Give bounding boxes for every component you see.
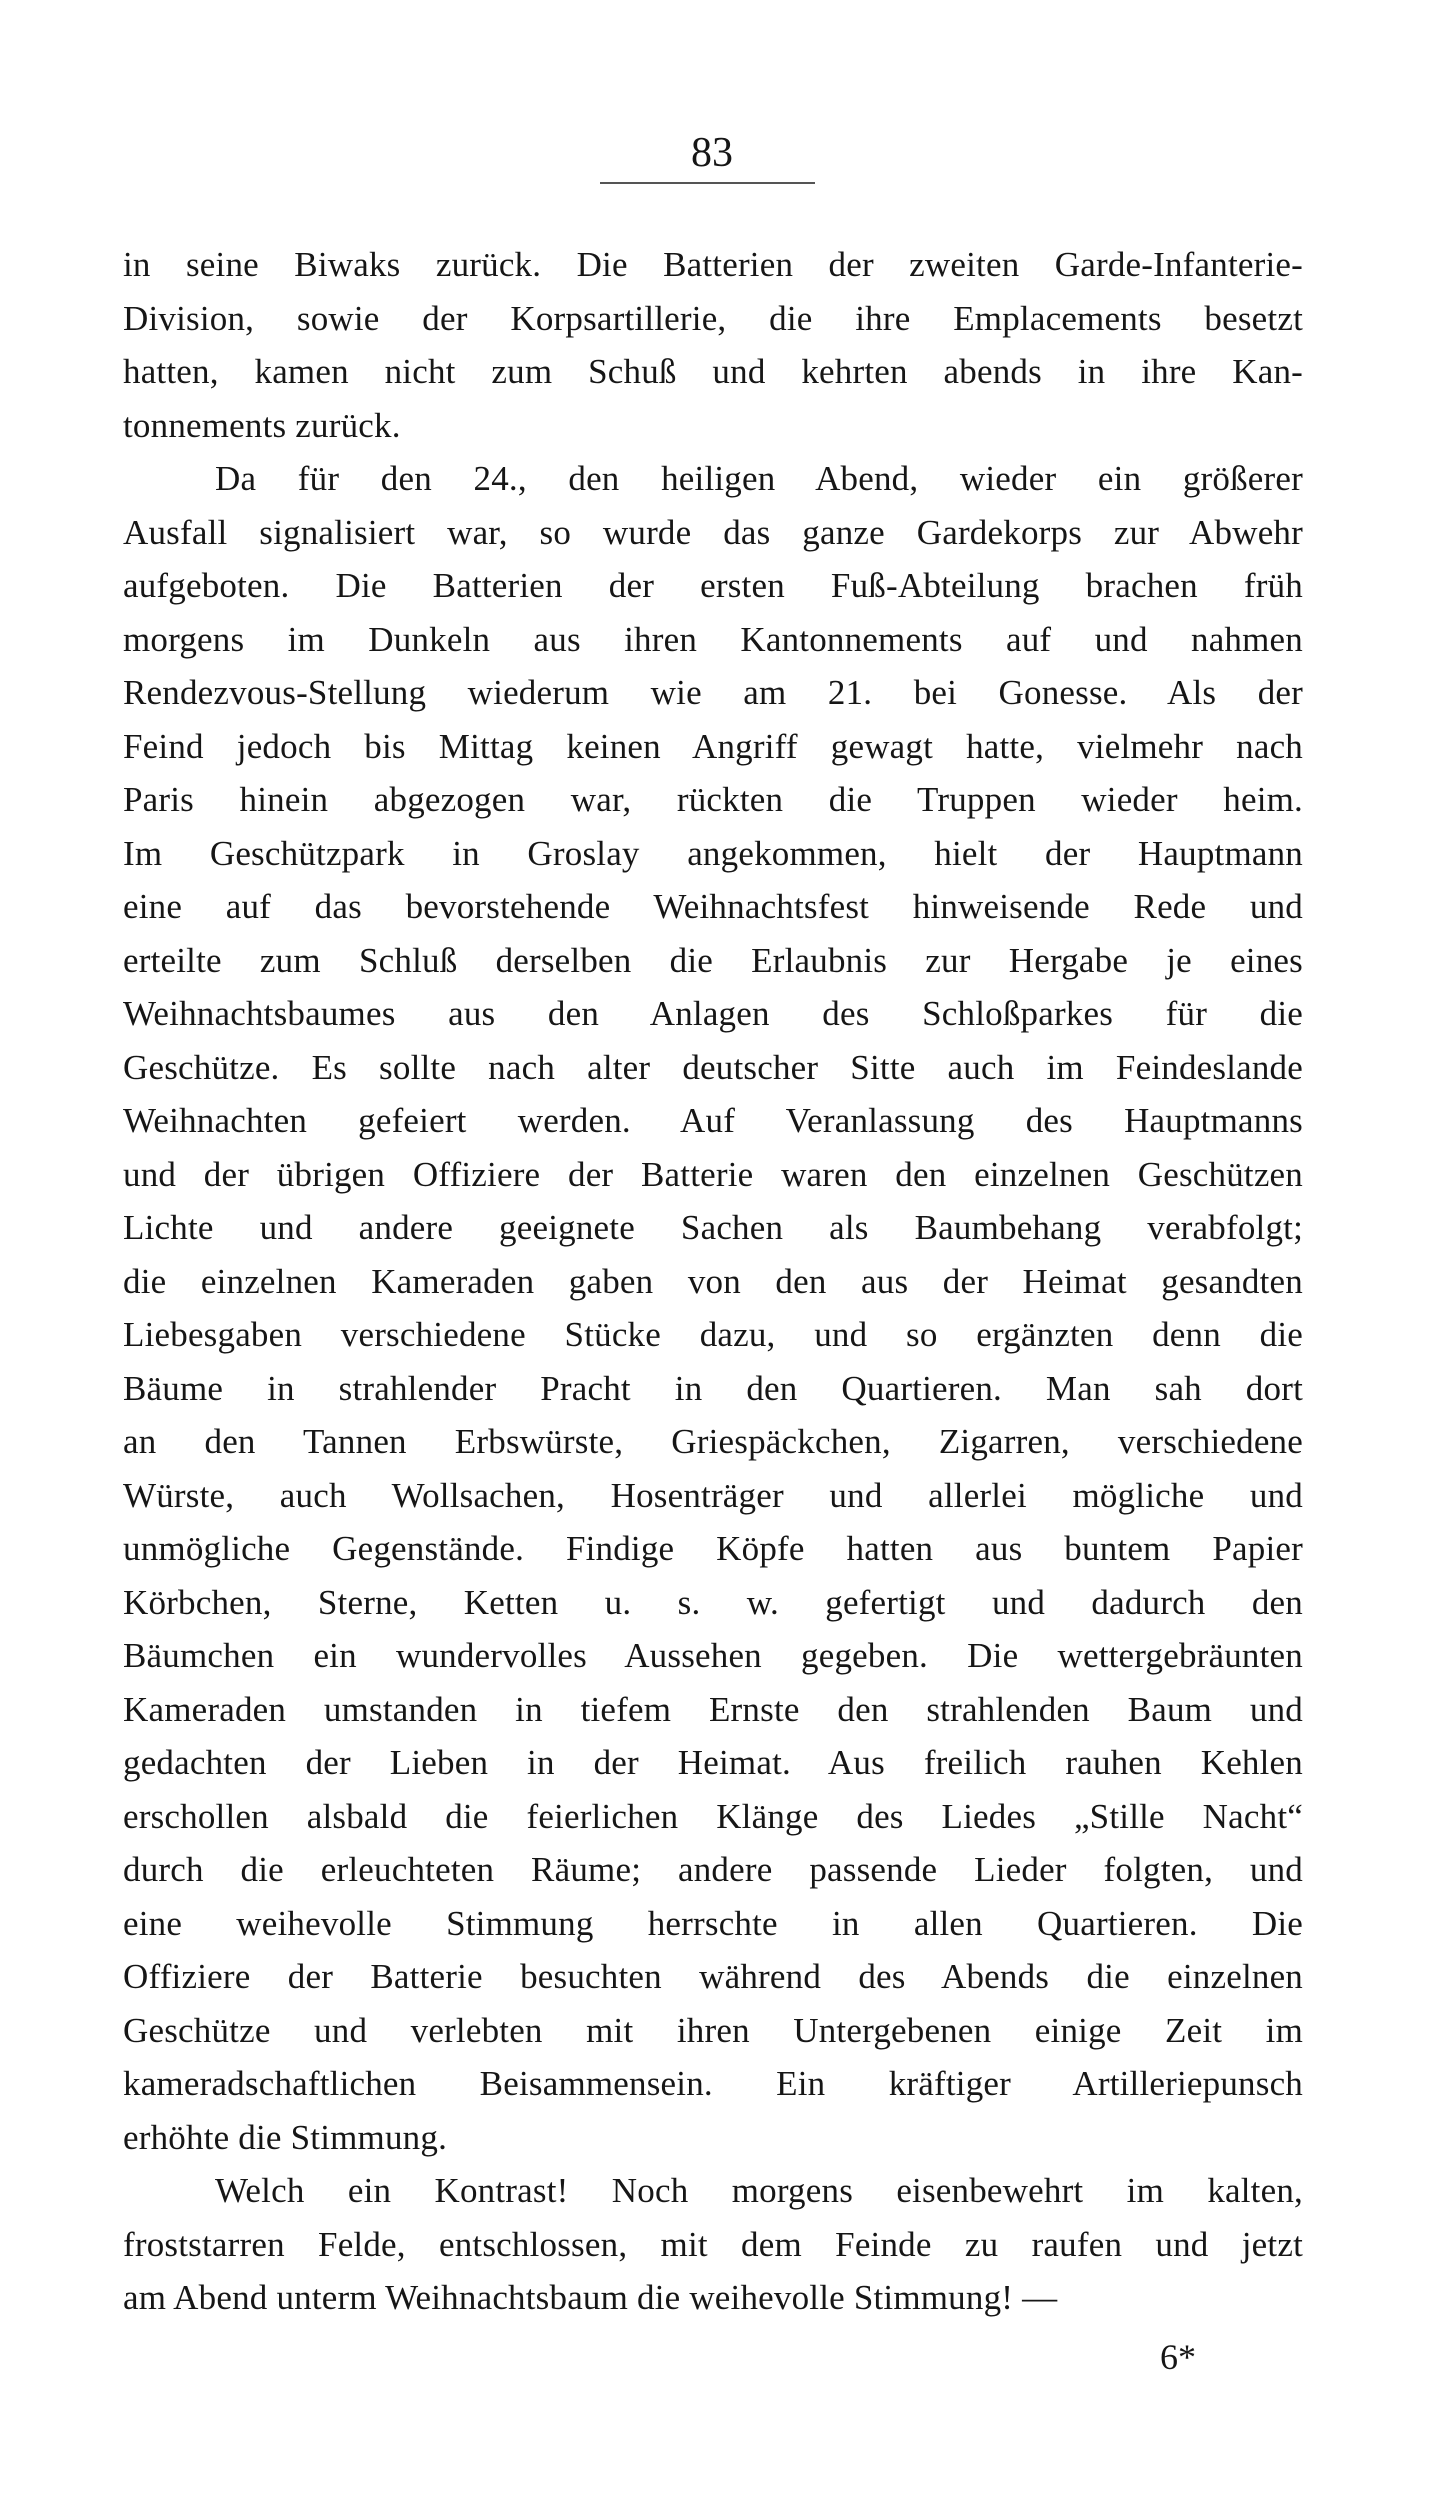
text-line: froststarren Felde, entschlossen, mit dem Feinde zu raufen und jetzt [123, 2224, 1303, 2264]
text-line: Offiziere der Batterie besuchten während des Abends die einzelnen [123, 1957, 1303, 1996]
text-line: erschollen alsbald die feierlichen Klänge des Liedes „Stille Nacht“ [123, 1796, 1303, 1836]
page-number [0, 126, 1452, 180]
page-number-text: 83 [691, 130, 733, 176]
body-text [123, 238, 1303, 2325]
text-line: erhöhte die Stimmung. [123, 2117, 448, 2157]
text-line: Geschütze. Es sollte nach alter deutscher Sitte auch im Feindeslande [123, 1047, 1303, 1087]
text-line: Weihnachtsbaumes aus den Anlagen des Schloßparkes für die [123, 994, 1303, 1033]
signature-mark: 6* [1160, 2337, 1196, 2377]
text-line: gedachten der Lieben in der Heimat. Aus freilich rauhen Kehlen [123, 1743, 1303, 1782]
text-line: Lichte und andere geeignete Sachen als Baumbehang verabfolgt; [123, 1208, 1303, 1247]
text-line: kameradschaftlichen Beisammensein. Ein kräftiger Artilleriepunsch [123, 2064, 1303, 2103]
text-line: aufgeboten. Die Batterien der ersten Fuß-Abteilung brachen früh [123, 566, 1303, 605]
text-line: die einzelnen Kameraden gaben von den aus der Heimat gesandten [123, 1261, 1303, 1301]
text-line: Rendezvous-Stellung wiederum wie am 21. bei Gonesse. Als der [123, 673, 1303, 712]
text-line: Paris hinein abgezogen war, rückten die Truppen wieder heim. [123, 780, 1303, 819]
text-line: Division, sowie der Korpsartillerie, die ihre Emplacements besetzt [123, 298, 1303, 338]
text-line: Kameraden umstanden in tiefem Ernste den strahlenden Baum und [123, 1689, 1303, 1729]
text-line: unmögliche Gegenstände. Findige Köpfe hatten aus buntem Papier [123, 1529, 1303, 1568]
text-line: Würste, auch Wollsachen, Hosenträger und allerlei mögliche und [123, 1475, 1303, 1515]
text-line: Körbchen, Sterne, Ketten u. s. w. gefertigt und dadurch den [123, 1582, 1303, 1622]
text-line: Bäume in strahlender Pracht in den Quartieren. Man sah dort [123, 1368, 1303, 1408]
text-line: erteilte zum Schluß derselben die Erlaubnis zur Hergabe je eines [123, 940, 1303, 980]
text-line: morgens im Dunkeln aus ihren Kantonnements auf und nahmen [123, 619, 1303, 659]
text-line: an den Tannen Erbswürste, Griespäckchen, Zigarren, verschiedene [123, 1422, 1303, 1461]
text-line: hatten, kamen nicht zum Schuß und kehrten abends in ihre Kan- [123, 352, 1303, 391]
text-line: in seine Biwaks zurück. Die Batterien der zweiten Garde-Infanterie- [123, 245, 1303, 284]
text-line: am Abend unterm Weihnachtsbaum die weihevolle Stimmung! — [123, 2278, 1058, 2317]
text-line: Welch ein Kontrast! Noch morgens eisenbewehrt im kalten, [215, 2171, 1303, 2210]
text-line: Liebesgaben verschiedene Stücke dazu, und so ergänzten denn die [123, 1315, 1303, 1354]
paragraph [123, 2164, 1303, 2325]
text-line: Bäumchen ein wundervolles Aussehen gegeben. Die wettergebräunten [123, 1636, 1303, 1675]
text-line: Da für den 24., den heiligen Abend, wieder ein größerer [215, 459, 1303, 498]
text-line: eine auf das bevorstehende Weihnachtsfest hinweisende Rede und [123, 887, 1303, 926]
text-line: und der übrigen Offiziere der Batterie waren den einzelnen Geschützen [123, 1154, 1303, 1194]
text-line: Geschütze und verlebten mit ihren Untergebenen einige Zeit im [123, 2010, 1303, 2050]
paragraph [123, 452, 1303, 2164]
text-line: Ausfall signalisiert war, so wurde das ganze Gardekorps zur Abwehr [123, 512, 1303, 552]
header-rule [600, 182, 815, 184]
text-line: Feind jedoch bis Mittag keinen Angriff gewagt hatte, vielmehr nach [123, 726, 1303, 766]
text-line: eine weihevolle Stimmung herrschte in allen Quartieren. Die [123, 1903, 1303, 1943]
text-line: durch die erleuchteten Räume; andere passende Lieder folgten, und [123, 1850, 1303, 1889]
text-line: Weihnachten gefeiert werden. Auf Veranlassung des Hauptmanns [123, 1101, 1303, 1140]
text-line: tonnements zurück. [123, 405, 401, 445]
text-line: Im Geschützpark in Groslay angekommen, hielt der Hauptmann [123, 833, 1303, 873]
paragraph [123, 238, 1303, 452]
